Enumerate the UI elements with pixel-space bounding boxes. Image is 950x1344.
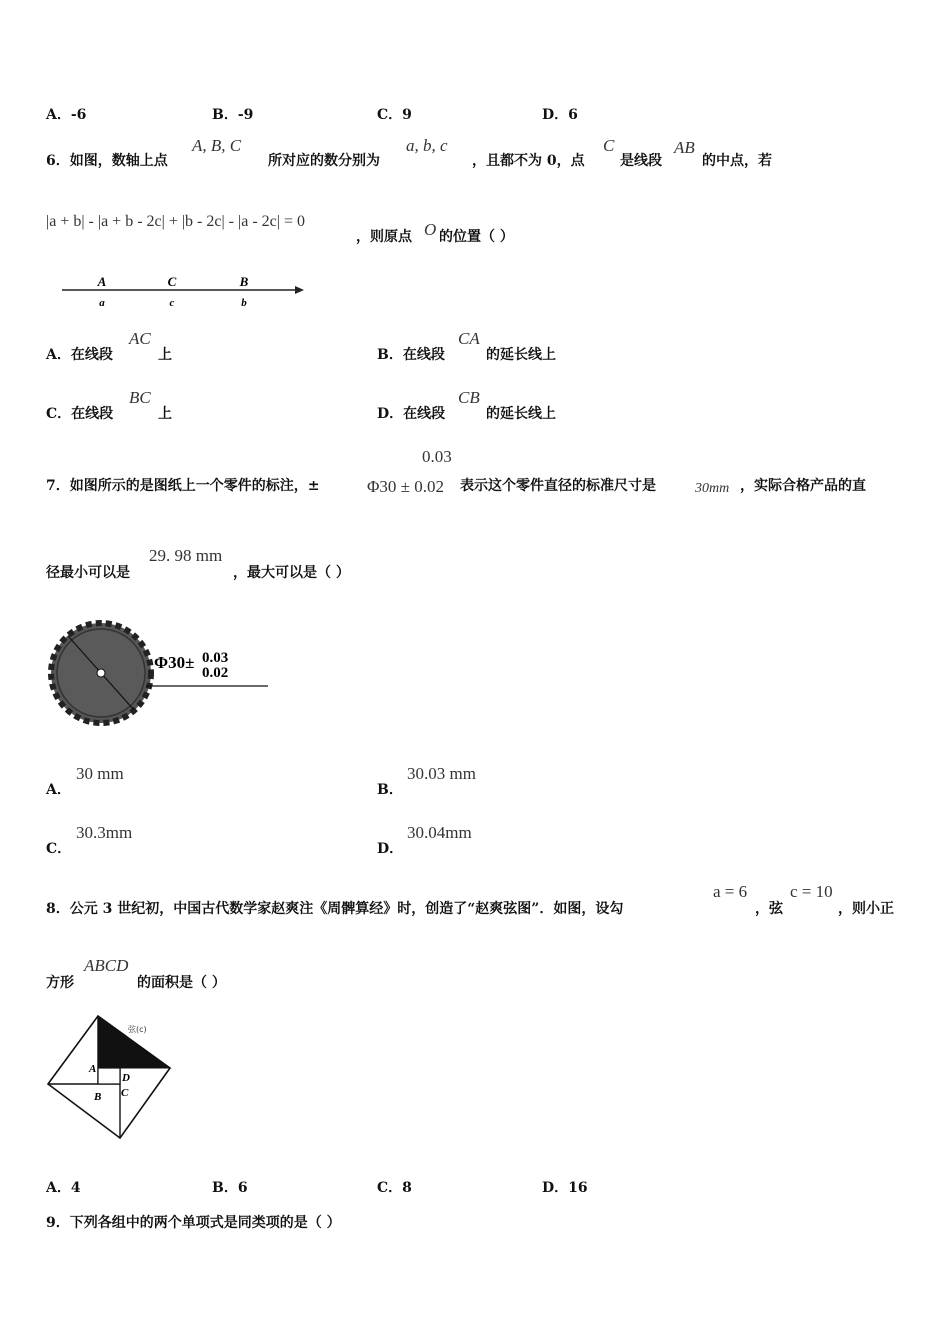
axis-label-c: C [167, 274, 177, 289]
figure-label-d: D [122, 1072, 130, 1084]
q6-option-a-suffix: 上 [158, 347, 172, 363]
q8-square-abcd: ABCD [84, 956, 129, 975]
q8-text-5: 的面积是（ ） [137, 975, 226, 991]
q6-values: a, b, c [406, 136, 448, 155]
q6-text-6: ，则原点 [356, 229, 412, 245]
q6-text-7: 的位置（ ） [439, 229, 514, 245]
q7-text-3: ，实际合格产品的直 [740, 478, 866, 494]
axis-value-c: c [169, 297, 175, 309]
figure-label-c: C [121, 1087, 129, 1099]
q7-option-b-label: B． [377, 782, 403, 798]
q6-text-5: 的中点，若 [702, 153, 772, 169]
gear-label-lower: 0.02 [202, 665, 229, 681]
q7-option-c-label: C． [46, 841, 72, 857]
figure-label-b: B [94, 1091, 102, 1103]
axis-value-a: a [99, 297, 105, 309]
q8-c-value: c = 10 [790, 882, 833, 901]
q6-option-b-suffix: 的延长线上 [486, 347, 556, 363]
q7-tolerance-upper: 0.03 [422, 447, 452, 466]
q6-segment-ab: AB [674, 138, 695, 157]
q6-option-a-label: A．在线段 [46, 347, 113, 363]
q7-standard-size: 30mm [695, 481, 730, 496]
q6-option-b-label: B．在线段 [377, 347, 445, 363]
q7-min-size: 29. 98 mm [149, 546, 223, 565]
q7-option-b-value: 30.03 mm [407, 764, 476, 783]
q7-text-4: 径最小可以是 [46, 565, 130, 581]
q6-text-1: 6．如图，数轴上点 [46, 153, 168, 169]
shaded-triangle [98, 1016, 170, 1068]
zhao-shuang-figure [46, 1014, 176, 1142]
q8-option-a: A．4 [46, 1180, 81, 1196]
axis-value-b: b [241, 297, 247, 309]
q7-option-d-value: 30.04mm [407, 823, 472, 842]
q6-option-d-math: CB [458, 388, 480, 407]
q8-a-value: a = 6 [713, 882, 748, 901]
axis-label-b: B [239, 274, 249, 289]
number-line-arrow [295, 286, 304, 294]
figure-label-a: A [89, 1063, 97, 1075]
gear-label: Φ30± [154, 653, 195, 672]
q8-option-c: C．8 [377, 1180, 412, 1196]
q6-text-4: 是线段 [620, 153, 662, 169]
q6-option-c-suffix: 上 [158, 406, 172, 422]
q5-option-c: C．9 [377, 107, 412, 123]
q8-text-3: ，则小正 [838, 901, 894, 917]
q9-text: 9．下列各组中的两个单项式是同类项的是（ ） [46, 1215, 341, 1231]
q6-option-c-math: BC [129, 388, 151, 407]
q7-option-d-label: D． [377, 841, 404, 857]
q5-option-d: D．6 [542, 107, 578, 123]
q6-text-2: 所对应的数分别为 [268, 153, 380, 169]
q5-option-b: B．-9 [212, 107, 254, 123]
figure-label-hypotenuse: 弦(c) [128, 1025, 147, 1034]
q6-option-c-label: C．在线段 [46, 406, 114, 422]
q6-formula: |a + b| - |a + b - 2c| + |b - 2c| - |a - 2c| = 0 [46, 213, 305, 230]
q8-text-1: 8．公元 3 世纪初，中国古代数学家赵爽注《周髀算经》时，创造了“赵爽弦图”．如图，设勾 [46, 901, 624, 917]
q7-option-a-label: A． [46, 782, 71, 798]
q7-text-1: 7．如图所示的是图纸上一个零件的标注，± [46, 478, 320, 494]
q6-option-a-math: AC [129, 329, 151, 348]
q7-phi-expression: Φ30 ± 0.02 [367, 477, 445, 496]
q6-text-3: ，且都不为 0，点 [472, 153, 585, 169]
q8-text-2: ，弦 [755, 901, 783, 917]
q6-option-d-label: D．在线段 [377, 406, 446, 422]
q8-option-d: D．16 [542, 1180, 588, 1196]
q6-option-b-math: CA [458, 329, 480, 348]
q5-option-a: A．-6 [46, 107, 87, 123]
q6-origin-o: O [424, 220, 437, 239]
q7-text-5: ，最大可以是（ ） [233, 565, 350, 581]
gear-figure [46, 618, 276, 728]
small-square [98, 1068, 120, 1084]
q6-option-d-suffix: 的延长线上 [486, 406, 556, 422]
gear-label-upper: 0.03 [202, 650, 229, 666]
q8-text-4: 方形 [46, 975, 74, 991]
q7-option-c-value: 30.3mm [76, 823, 133, 842]
q6-points: A, B, C [192, 136, 242, 155]
q7-text-2: 表示这个零件直径的标准尺寸是 [460, 478, 656, 494]
q7-option-a-value: 30 mm [76, 764, 124, 783]
q8-option-b: B．6 [212, 1180, 248, 1196]
q6-point-c: C [603, 136, 615, 155]
axis-label-a: A [97, 274, 107, 289]
number-line-figure [60, 270, 310, 315]
gear-center [97, 669, 105, 677]
